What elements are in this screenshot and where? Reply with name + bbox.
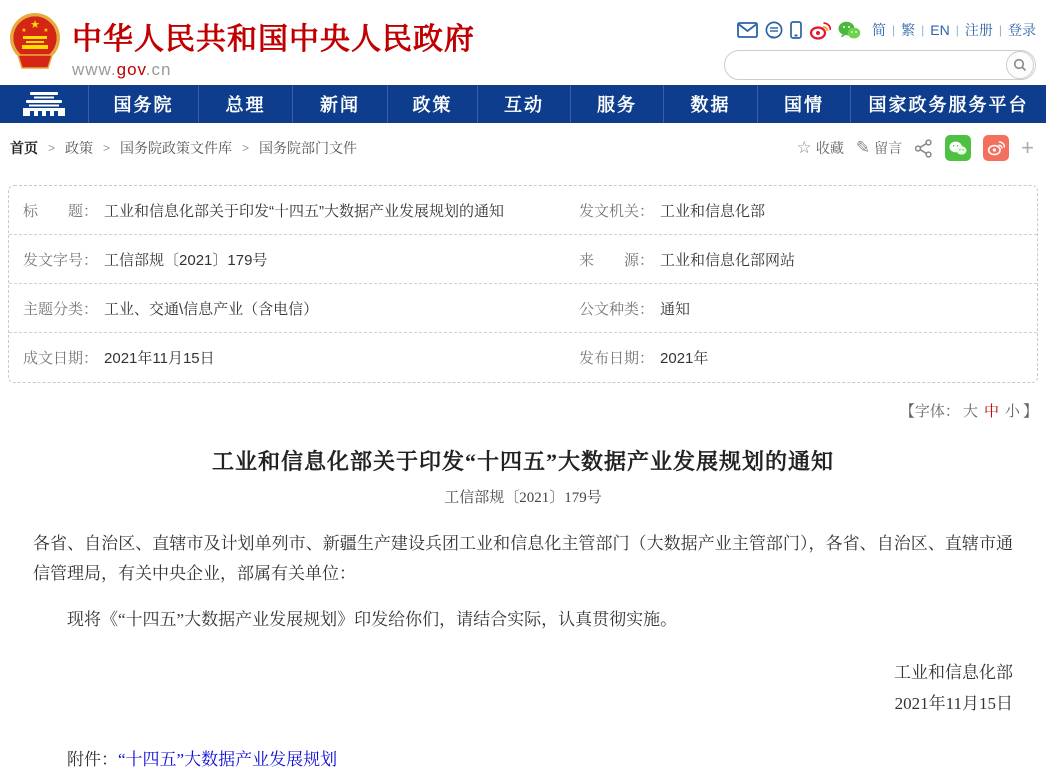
quick-links [872,20,1036,40]
site-url-cn: .cn [145,60,172,79]
login-link[interactable]: 登录 [1008,22,1036,38]
meta-value-title: 工业和信息化部关于印发“十四五”大数据产业发展规划的通知 [104,202,505,220]
nav-item-service-platform[interactable]: 国家政务服务平台 [850,85,1046,123]
font-size-medium-button[interactable]: 中 [983,403,999,420]
favorite-label: 收藏 [815,140,844,156]
document-title: 工业和信息化部关于印发“十四五”大数据产业发展规划的通知 [211,449,834,474]
nav-item-xinwen[interactable]: 新闻 [292,85,387,123]
signature-block [33,657,1013,719]
message-label: 留言 [874,140,903,156]
nav-item-guowuyuan[interactable]: 国务院 [88,85,198,123]
national-emblem-logo [8,12,62,72]
attachment-label: 附件： [67,750,118,769]
breadcrumb-separator: > [242,141,250,155]
lang-traditional-link[interactable]: 繁 [901,22,916,38]
register-link[interactable]: 注册 [964,22,993,38]
share-nodes-icon [914,139,933,158]
meta-value-doc-type: 通知 [660,300,691,318]
meta-row-doc-number [9,235,1037,284]
site-header [0,0,1046,85]
meta-value-written-date: 2021年11月15日 [104,350,215,367]
meta-label-title: 标 题： [23,202,99,220]
lang-simplified-link[interactable]: 简 [872,22,887,38]
meta-value-source: 工业和信息化部网站 [660,251,796,269]
weibo-icon[interactable] [809,21,831,40]
font-bar-prefix: 【字体： [899,403,960,420]
favorite-button[interactable] [797,138,844,158]
font-bar-suffix: 】 [1022,403,1038,420]
header-right [724,0,1036,85]
weibo-badge-icon [987,140,1005,156]
nav-item-zhengce[interactable]: 政策 [387,85,477,123]
breadcrumb-policy-library[interactable]: 国务院政策文件库 [120,140,233,156]
nav-item-fuwu[interactable]: 服务 [570,85,663,123]
tiananmen-icon [21,92,67,116]
nav-item-shuju[interactable]: 数据 [663,85,757,123]
mobile-icon[interactable] [790,21,802,39]
document-number: 工信部规〔2021〕179号 [444,490,602,506]
document-meta-card [8,185,1038,383]
search-input[interactable] [737,53,1006,77]
message-bubble-icon[interactable] [765,21,783,39]
meta-row-category [9,284,1037,333]
link-separator: | [955,23,959,37]
lang-english-link[interactable]: EN [930,22,950,38]
meta-label-issuing-agency: 发文机关： [579,202,655,220]
attachment-link[interactable]: “十四五”大数据产业发展规划 [118,750,338,769]
svg-text:★: ★ [43,28,49,34]
font-size-small-button[interactable]: 小 [1004,403,1020,420]
wechat-icon[interactable] [838,21,861,40]
nav-home-tiananmen-icon[interactable] [0,85,88,123]
site-url-gov: gov [116,60,146,79]
breadcrumb-separator: > [103,141,111,155]
mail-icon[interactable] [737,22,758,38]
share-weibo-button[interactable] [983,135,1009,161]
main-nav [0,85,1046,123]
meta-value-issuing-agency: 工业和信息化部 [660,202,766,220]
search-icon [1013,58,1027,72]
attachment-line [33,745,1013,770]
search-button[interactable] [1006,51,1034,79]
message-button[interactable] [856,138,902,158]
addressee-paragraph: 各省、自治区、直辖市及计划单列市、新疆生产建设兵团工业和信息化主管部门（大数据产业主管部门），各省、自治区、直辖市通信管理局，有关中央企业，部属有关单位： [33,534,1013,583]
breadcrumb-zhengce[interactable]: 政策 [65,140,94,156]
star-icon: ☆ [796,138,812,157]
pencil-icon: ✎ [855,138,871,157]
meta-label-doc-type: 公文种类： [579,300,655,318]
document-article [33,445,1013,770]
nav-item-zongli[interactable]: 总理 [198,85,292,123]
signature-org: 工业和信息化部 [894,663,1013,682]
site-url [72,60,475,80]
meta-label-written-date: 成文日期： [23,350,99,367]
meta-value-category: 工业、交通\信息产业（含电信） [104,300,319,318]
svg-text:★: ★ [21,28,27,34]
breadcrumb-home[interactable]: 首页 [10,140,38,156]
meta-label-publish-date: 发布日期： [579,350,655,367]
link-separator: | [921,23,925,37]
svg-text:★: ★ [30,19,40,31]
logo-area [8,0,475,85]
meta-value-publish-date: 2021年 [660,350,709,367]
meta-label-source: 来 源： [579,251,655,269]
site-title: 中华人民共和国中央人民政府 [72,23,475,56]
meta-value-doc-number: 工信部规〔2021〕179号 [104,251,268,269]
search-box [724,50,1036,80]
meta-label-doc-number: 发文字号： [23,251,99,269]
page-actions [797,135,1034,161]
breadcrumb-row [0,123,1046,171]
nav-item-hudong[interactable]: 互动 [477,85,570,123]
link-separator: | [892,23,896,37]
breadcrumb-department-docs[interactable]: 国务院部门文件 [259,140,358,156]
font-size-bar [0,400,1038,421]
signature-date: 2021年11月15日 [894,694,1013,713]
meta-label-category: 主题分类： [23,300,99,318]
share-button[interactable] [914,139,933,158]
link-separator: | [998,23,1002,37]
meta-row-title [9,186,1037,235]
font-size-large-button[interactable]: 大 [962,403,978,420]
share-wechat-button[interactable] [945,135,971,161]
site-url-www: www. [72,60,117,79]
breadcrumb [10,138,357,158]
body-paragraph: 现将《“十四五”大数据产业发展规划》印发给你们，请结合实际，认真贯彻实施。 [67,610,678,629]
wechat-badge-icon [949,141,967,156]
nav-item-guoqing[interactable]: 国情 [757,85,850,123]
meta-row-dates [9,333,1037,382]
more-share-button[interactable]: + [1021,135,1034,160]
breadcrumb-separator: > [48,141,56,155]
